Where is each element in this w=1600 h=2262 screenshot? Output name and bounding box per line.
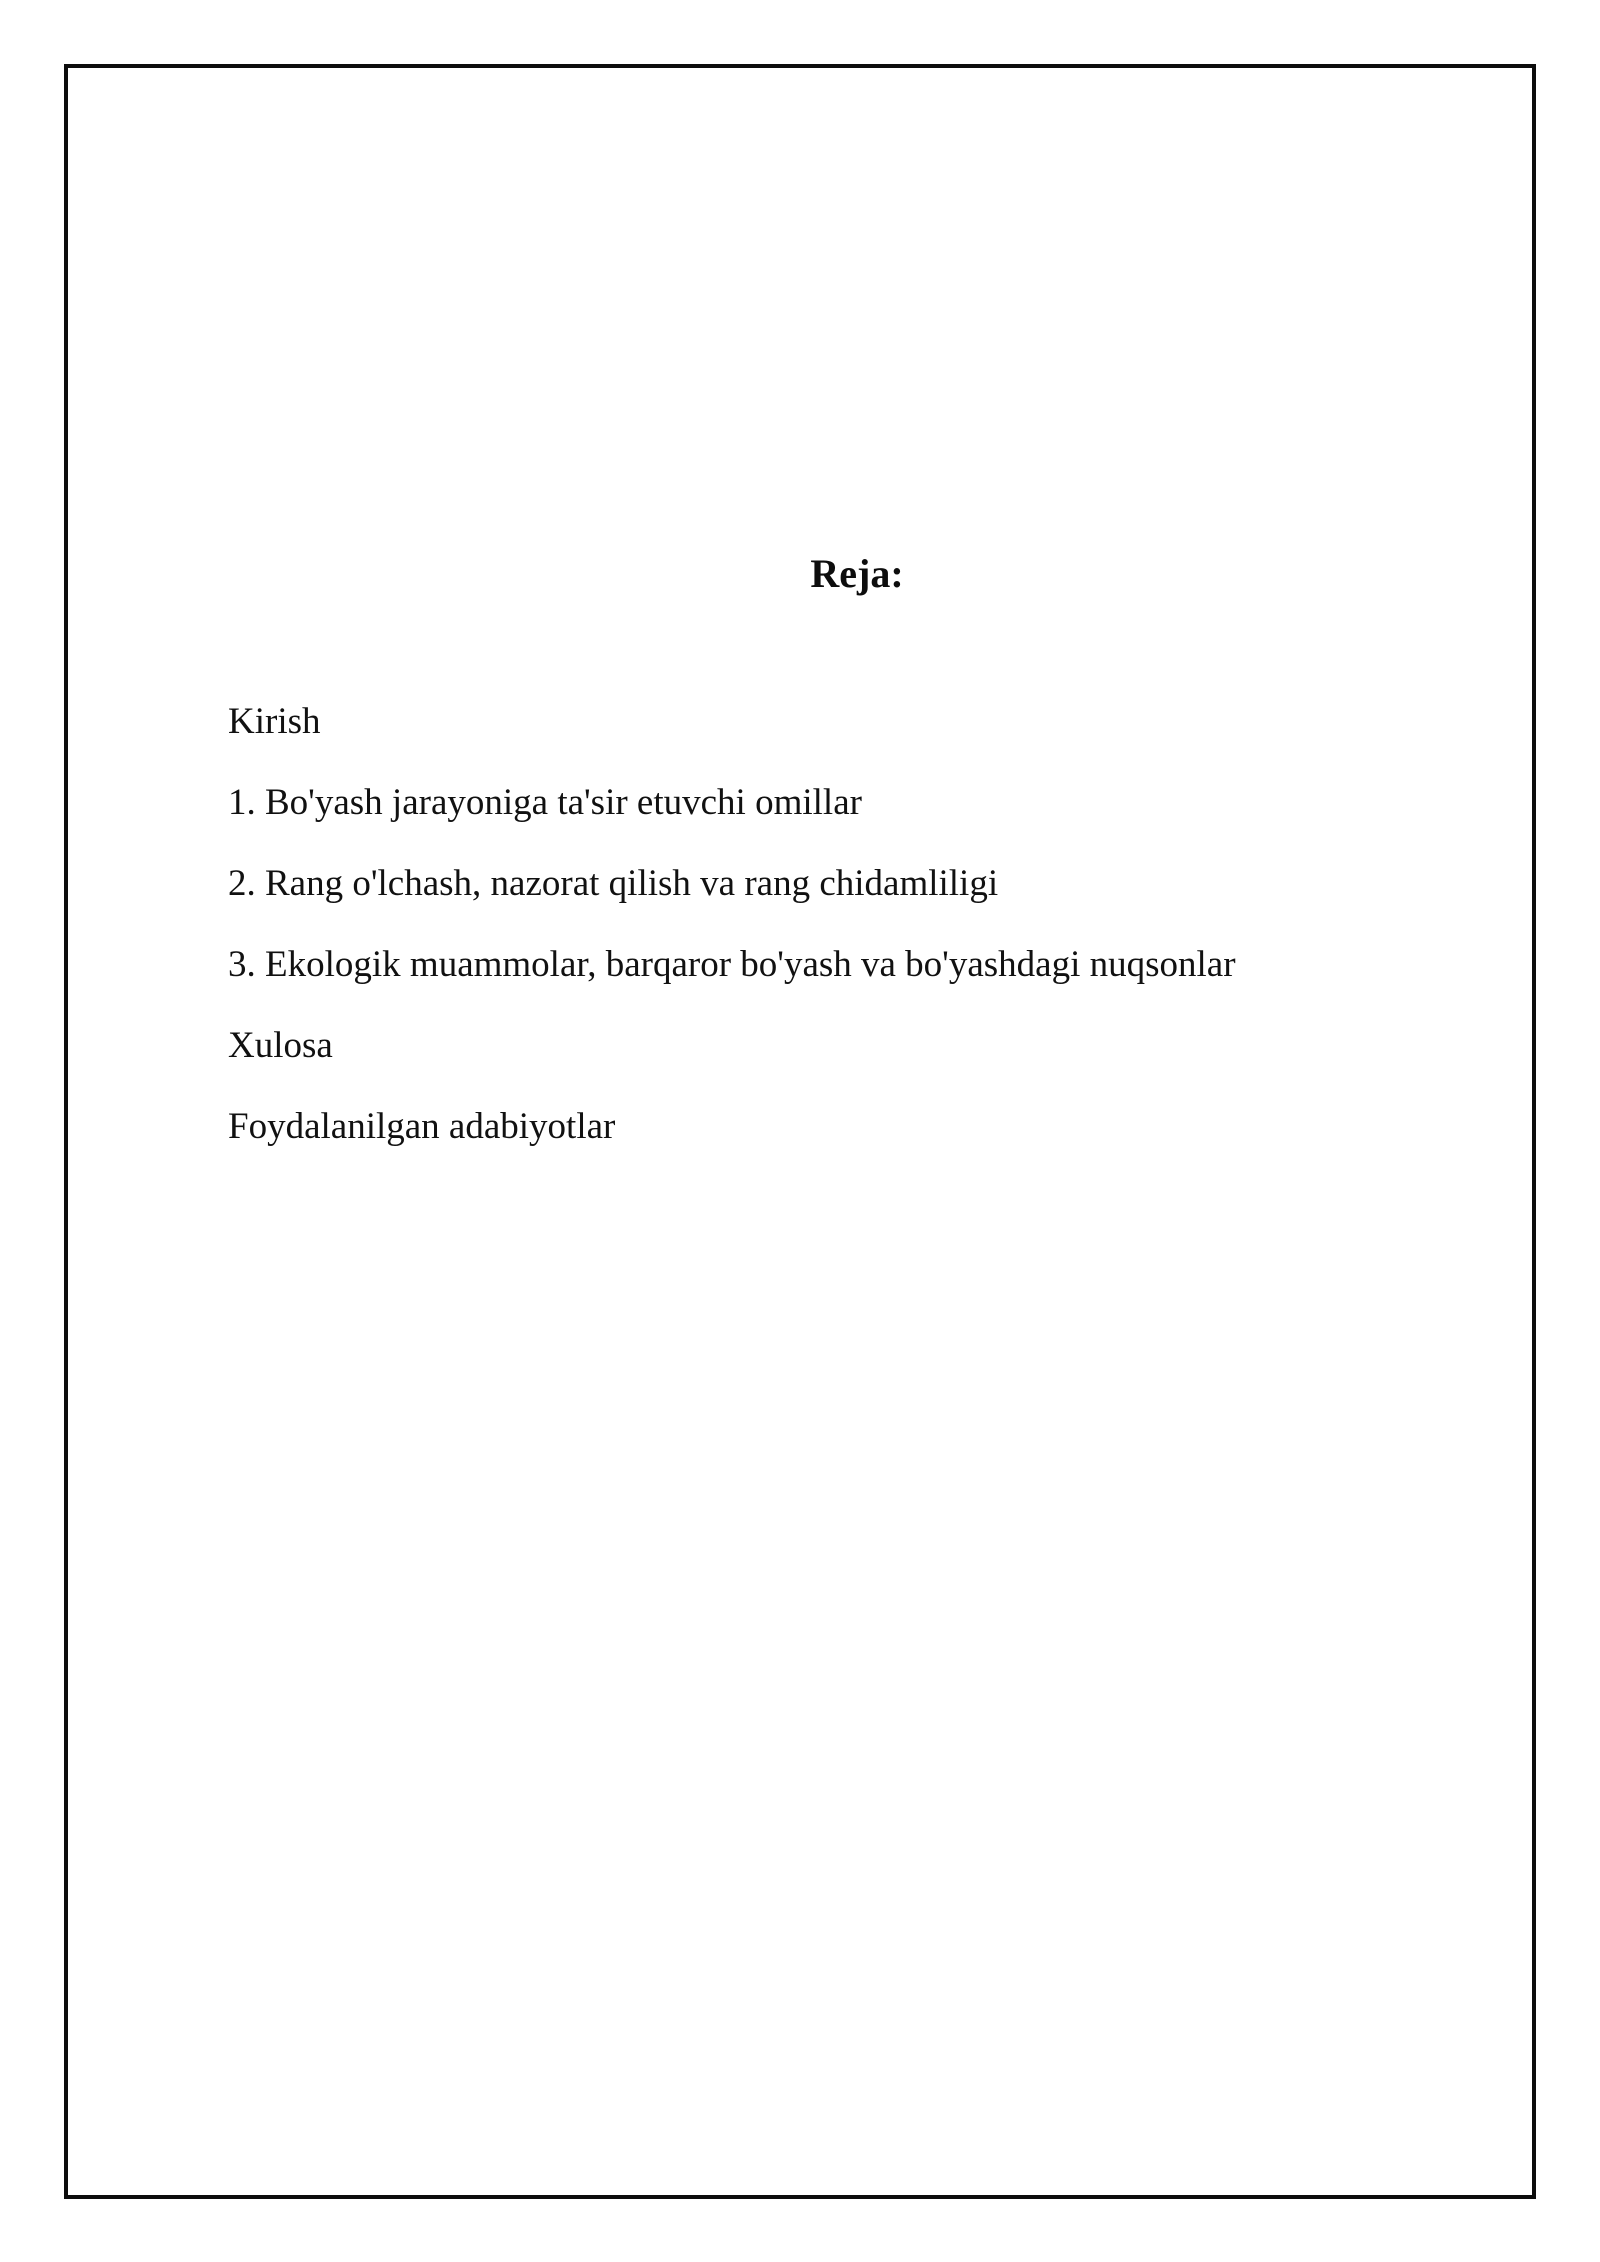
- toc-item-chapter-1: 1. Bo'yash jarayoniga ta'sir etuvchi omillar: [228, 782, 862, 823]
- page-title: Reja:: [810, 551, 904, 596]
- toc-item-conclusion: Xulosa: [228, 1025, 333, 1066]
- toc-item-references: Foydalanilgan adabiyotlar: [228, 1106, 616, 1147]
- toc-item-intro: Kirish: [228, 701, 321, 742]
- table-of-contents: [228, 700, 1236, 1186]
- toc-item-chapter-2: 2. Rang o'lchash, nazorat qilish va rang chidamliligi: [228, 863, 999, 904]
- toc-item-chapter-3: 3. Ekologik muammolar, barqaror bo'yash va bo'yashdagi nuqsonlar: [228, 944, 1236, 985]
